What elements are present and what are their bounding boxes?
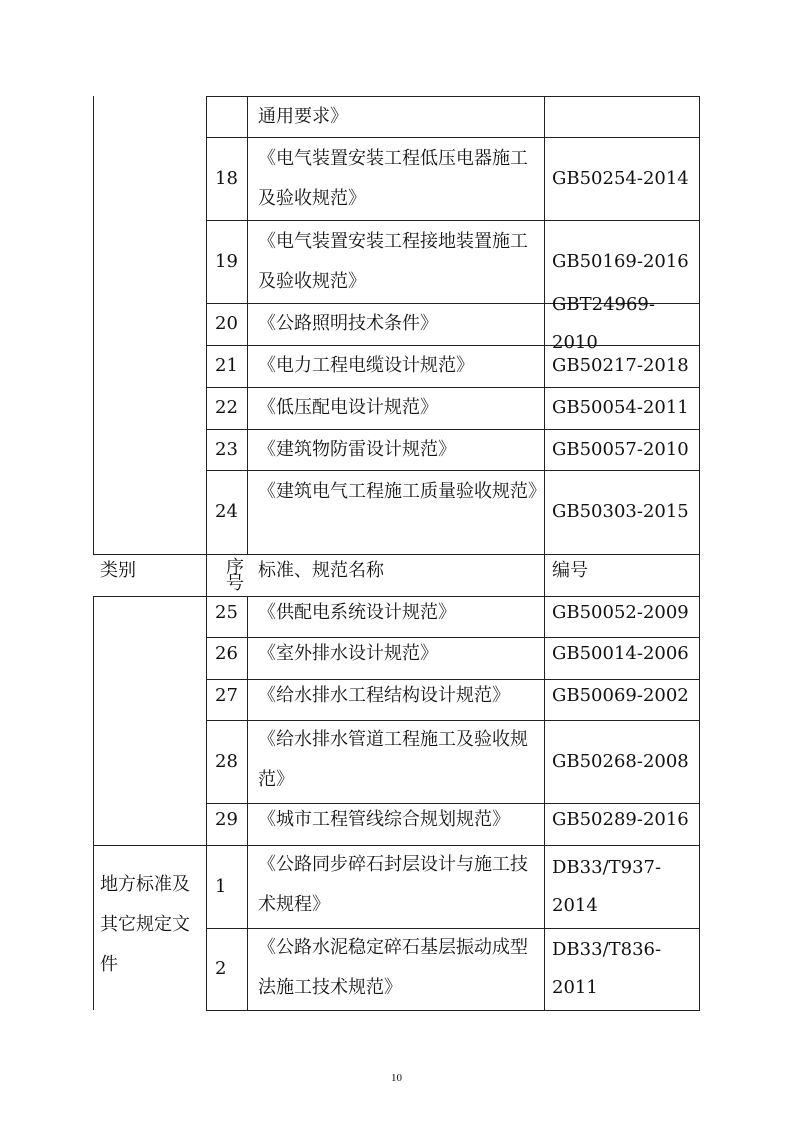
table-cell-name (248, 720, 544, 803)
row-number: 18 (215, 167, 238, 189)
header-name-label: 标准、规范名称 (258, 560, 384, 581)
standard-name: 《电气装置安装工程接地装置施工及验收规范》 (258, 231, 528, 292)
table-cell-number (207, 387, 247, 429)
table-cell-name (248, 596, 544, 629)
standard-code: GB50254-2014 (552, 167, 689, 189)
header-code-label: 编号 (552, 560, 588, 581)
header-number-label: 序号 (226, 557, 244, 594)
table-cell-number (207, 637, 247, 671)
table-cell-number (207, 345, 247, 387)
row-number: 1 (215, 875, 227, 897)
table-cell-name (248, 96, 544, 137)
table-cell-name (248, 220, 544, 303)
table-cell-name (248, 137, 544, 220)
table-cell-name (248, 303, 544, 345)
header-category (94, 554, 206, 588)
standard-name: 《给水排水工程结构设计规范》 (258, 685, 510, 706)
standard-name: 《城市工程管线综合规划规范》 (258, 809, 510, 830)
standard-code: GB50014-2006 (552, 643, 689, 664)
table-cell-code (545, 679, 699, 713)
header-code (545, 554, 699, 588)
standard-code: DB33/T836-2011 (552, 939, 662, 998)
row-number: 29 (215, 809, 238, 830)
row-number: 27 (215, 685, 238, 706)
table-cell-code (545, 294, 699, 353)
standard-code: GB50052-2009 (552, 601, 689, 623)
local-category (94, 845, 204, 975)
standard-code: GB50054-2011 (552, 397, 689, 418)
page-number: 10 (391, 1072, 402, 1084)
standard-name: 《公路照明技术条件》 (258, 313, 438, 334)
table-cell-code (545, 928, 699, 1010)
row-number: 20 (215, 313, 238, 334)
standard-code: DB33/T937-2014 (552, 856, 662, 916)
table-cell-code (545, 596, 699, 629)
table-cell-number (207, 220, 247, 303)
table-cell-name (248, 470, 544, 554)
standard-name: 《电气装置安装工程低压电器施工及验收规范》 (258, 148, 528, 209)
table-bottom-border (206, 1010, 700, 1011)
standard-name: 《给水排水管道工程施工及验收规范》 (258, 729, 528, 790)
row-number: 22 (215, 397, 238, 418)
row-number: 23 (215, 438, 238, 460)
table-cell-code (545, 470, 699, 554)
local-category-label: 地方标准及其它规定文件 (100, 874, 190, 975)
row-number: 25 (215, 601, 238, 623)
row-number: 19 (215, 250, 238, 272)
standard-code: GB50268-2008 (552, 750, 689, 772)
table-cell-code (545, 387, 699, 429)
table-left-border (93, 96, 94, 554)
table-cell-name (248, 845, 544, 928)
row-number: 21 (215, 355, 238, 376)
standard-name: 《建筑电气工程施工质量验收规范》 (258, 481, 546, 502)
row-number: 2 (215, 958, 227, 979)
row-number: 28 (215, 750, 238, 772)
row-number: 24 (215, 501, 238, 522)
header-category-label: 类别 (100, 560, 136, 581)
table-cell-number (207, 303, 247, 345)
standard-code: GB50217-2018 (552, 355, 689, 376)
table-cell-code (545, 803, 699, 837)
row-number: 26 (215, 643, 238, 664)
standard-code: GB50069-2002 (552, 685, 689, 706)
header-name (248, 554, 544, 588)
table-cell-code (545, 845, 699, 928)
table-cell-name (248, 928, 544, 1010)
table-cell-name (248, 803, 544, 837)
table-cell-number (207, 429, 247, 470)
table-cell-number (207, 137, 247, 220)
standard-name: 《公路水泥稳定碎石基层振动成型法施工技术规范》 (258, 937, 528, 998)
table-cell-number (207, 679, 247, 713)
table-cell-code (545, 720, 699, 803)
table-cell-number (207, 470, 247, 554)
table-cell-number (207, 845, 247, 928)
standard-name: 《电力工程电缆设计规范》 (258, 355, 474, 376)
table-cell-number (207, 720, 247, 803)
table-cell-code (545, 637, 699, 671)
standard-code: GB50289-2016 (552, 809, 689, 830)
table-cell-code (545, 345, 699, 387)
standard-code: GB50057-2010 (552, 438, 689, 460)
table-cell-name (248, 429, 544, 470)
standard-name: 《建筑物防雷设计规范》 (258, 438, 456, 460)
standard-code: GB50303-2015 (552, 501, 689, 522)
standard-name: 《室外排水设计规范》 (258, 643, 438, 664)
standard-name: 通用要求》 (258, 105, 348, 127)
header-number (208, 557, 244, 596)
standard-name: 《公路同步碎石封层设计与施工技术规程》 (258, 854, 528, 915)
standard-code: GB50169-2016 (552, 250, 689, 272)
table-cell-name (248, 679, 544, 713)
standard-name: 《供配电系统设计规范》 (258, 601, 456, 623)
table-cell-name (248, 387, 544, 429)
table-cell-code (545, 429, 699, 470)
table-cell-number (207, 596, 247, 629)
table-cell-name (248, 345, 544, 387)
table-cell-number (207, 928, 247, 1010)
standard-name: 《低压配电设计规范》 (258, 397, 438, 418)
table-cell-name (248, 637, 544, 671)
standard-code: GBT24969-2010 (552, 294, 655, 353)
table-cell-number (207, 803, 247, 837)
table-cell-code (545, 137, 699, 220)
